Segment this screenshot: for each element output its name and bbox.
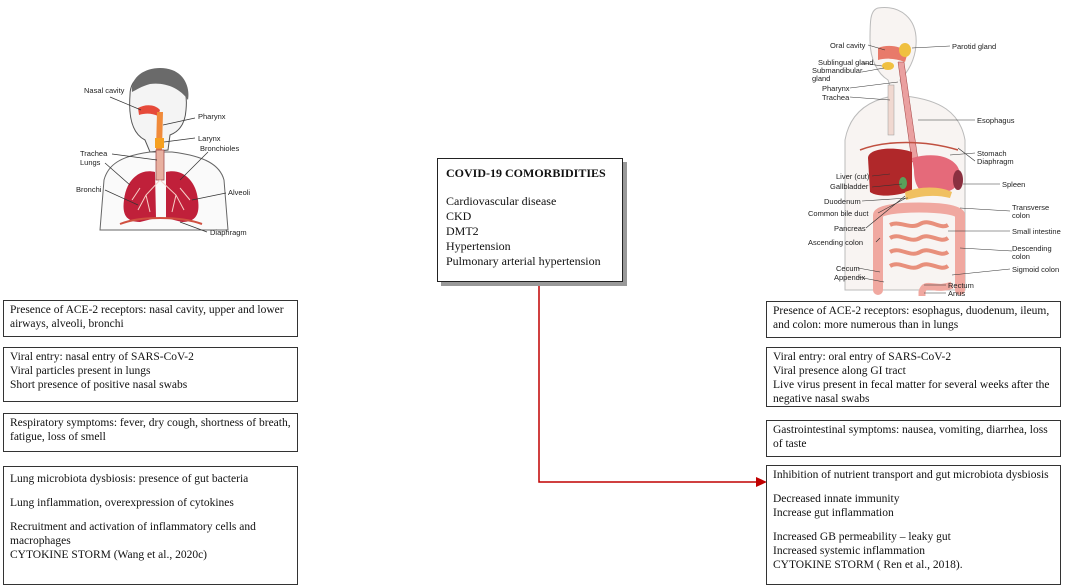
right-cytokine-storm: CYTOKINE STORM ( Ren et al., 2018). (773, 559, 963, 571)
comorbidity-item: Pulmonary arterial hypertension (446, 254, 601, 268)
label-diaphragm-dig: Diaphragm (977, 157, 1014, 166)
label-pharynx-dig: Pharynx (822, 84, 850, 93)
label-common-bile-duct: Common bile duct (808, 209, 869, 218)
right-symptoms-box (766, 420, 1061, 457)
left-ace2-text: Presence of ACE-2 receptors: nasal cavity, upper and lower airways, alveoli, bronchi (10, 304, 284, 330)
label-bronchi: Bronchi (76, 185, 102, 194)
right-inflammation-line: Decreased innate immunity (773, 493, 900, 505)
left-viral-entry-line: Viral particles present in lungs (10, 365, 151, 377)
label-parotid-gland: Parotid gland (952, 42, 997, 51)
comorbidities-box (437, 158, 623, 282)
label-esophagus: Esophagus (977, 116, 1015, 125)
label-bronchioles: Bronchioles (200, 144, 240, 153)
label-ascending-colon: Ascending colon (808, 238, 864, 247)
label-nasal-cavity: Nasal cavity (84, 86, 125, 95)
right-symptoms-text: Gastrointestinal symptoms: nausea, vomiting, diarrhea, loss of taste (773, 424, 1048, 450)
label-anus: Anus (948, 289, 966, 298)
label-small-intestine: Small intestine (1012, 227, 1061, 236)
right-viral-entry-line: Viral entry: oral entry of SARS-CoV-2 (773, 351, 952, 363)
right-viral-entry-box (766, 347, 1061, 407)
right-ace2-text: Presence of ACE-2 receptors: esophagus, duodenum, ileum, and colon: more numerous than in lungs (773, 305, 1050, 331)
label-sublingual-gland: Sublingual gland (818, 58, 874, 67)
left-inflammation-box (3, 466, 298, 585)
comorbidity-item: Cardiovascular disease (446, 194, 557, 208)
comorbidity-item: CKD (446, 209, 472, 223)
left-inflammation-line: Lung microbiota dysbiosis: presence of gut bacteria (10, 473, 249, 485)
label-liver: Liver (cut) (836, 172, 870, 181)
label-oral-cavity: Oral cavity (830, 41, 866, 50)
label-duodenum: Duodenum (824, 197, 861, 206)
label-lungs: Lungs (80, 158, 101, 167)
label-rectum: Rectum (948, 281, 974, 290)
right-inflammation-line: Increased GB permeability – leaky gut (773, 531, 951, 543)
left-symptoms-box (3, 413, 298, 452)
left-viral-entry-box (3, 347, 298, 402)
left-inflammation-line: Recruitment and activation of inflammatory cells and macrophages (10, 521, 256, 547)
left-ace2-box (3, 300, 298, 337)
right-inflammation-box (766, 465, 1061, 585)
right-ace2-box (766, 301, 1061, 338)
label-diaphragm-resp: Diaphragm (210, 228, 247, 237)
comorbidity-connector-arrow (539, 282, 767, 487)
right-viral-entry-line: Viral presence along GI tract (773, 365, 906, 377)
right-inflammation-line: Inhibition of nutrient transport and gut microbiota dysbiosis (773, 469, 1049, 481)
label-alveoli: Alveoli (228, 188, 251, 197)
label-larynx: Larynx (198, 134, 221, 143)
label-pharynx: Pharynx (198, 112, 226, 121)
label-sigmoid-colon: Sigmoid colon (1012, 265, 1060, 274)
right-inflammation-line: Increase gut inflammation (773, 507, 894, 519)
label-trachea-dig: Trachea (822, 93, 850, 102)
comorbidity-item: DMT2 (446, 224, 479, 238)
right-viral-entry-line: Live virus present in fecal matter for several weeks after the negative nasal swabs (773, 379, 1050, 405)
label-cecum: Cecum (836, 264, 860, 273)
comorbidities-title: COVID-19 COMORBIDITIES (446, 166, 606, 180)
left-viral-entry-line: Viral entry: nasal entry of SARS-CoV-2 (10, 351, 194, 363)
label-pancreas: Pancreas (834, 224, 866, 233)
left-symptoms-text: Respiratory symptoms: fever, dry cough, shortness of breath, fatigue, loss of smell (10, 417, 291, 443)
label-spleen: Spleen (1002, 180, 1026, 189)
left-viral-entry-line: Short presence of positive nasal swabs (10, 379, 188, 391)
label-submandibular-gland: Submandibular gland (812, 66, 863, 83)
label-stomach: Stomach (977, 149, 1007, 158)
right-inflammation-line: Increased systemic inflammation (773, 545, 926, 557)
label-trachea: Trachea (80, 149, 108, 158)
left-cytokine-storm: CYTOKINE STORM (Wang et al., 2020c) (10, 549, 207, 561)
left-inflammation-line: Lung inflammation, overexpression of cytokines (10, 497, 234, 509)
label-gallbladder: Gallbladder (830, 182, 869, 191)
comorbidity-item: Hypertension (446, 239, 511, 253)
label-transverse-colon: Transverse colon (1012, 203, 1050, 220)
label-appendix: Appendix (834, 273, 866, 282)
label-descending-colon: Descending colon (1012, 244, 1052, 261)
